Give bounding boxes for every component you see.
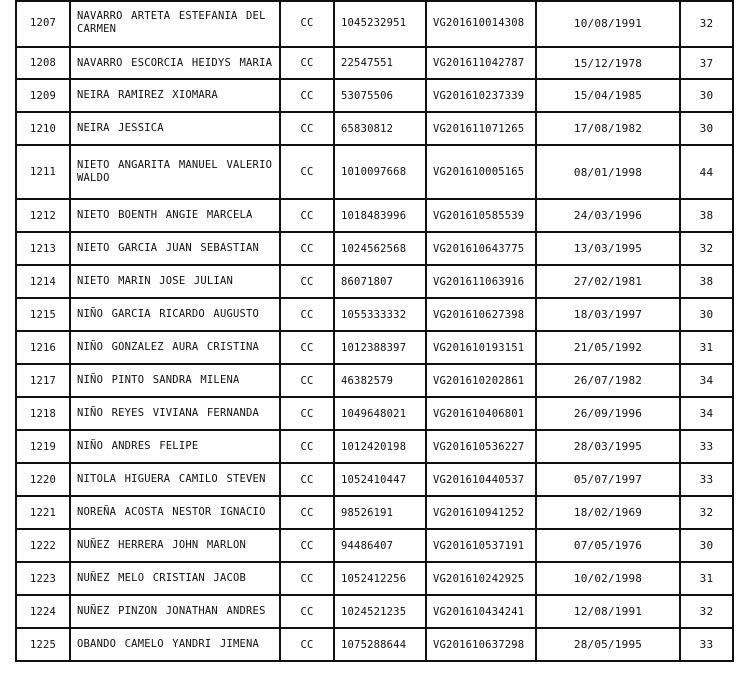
id-number-cell: 1010097668 [334, 145, 426, 199]
id-number-cell: 1012388397 [334, 331, 426, 364]
full-name-cell: NIETO ANGARITA MANUEL VALERIO WALDO [70, 145, 280, 199]
table-row [16, 47, 733, 79]
birth-date-cell: 24/03/1996 [536, 199, 680, 232]
full-name-cell: OBANDO CAMELO YANDRI JIMENA [70, 628, 280, 661]
age-value-cell: 31 [680, 331, 733, 364]
table-row [16, 199, 733, 232]
row-number-cell: 1221 [16, 496, 70, 529]
full-name-cell: NUÑEZ MELO CRISTIAN JACOB [70, 562, 280, 595]
full-name-cell: NITOLA HIGUERA CAMILO STEVEN [70, 463, 280, 496]
registry-table [15, 0, 734, 662]
full-name-cell: NIÑO PINTO SANDRA MILENA [70, 364, 280, 397]
registration-code-cell: VG201610005165 [426, 145, 536, 199]
row-number-cell: 1207 [16, 0, 70, 47]
row-number-cell: 1215 [16, 298, 70, 331]
id-number-cell: 1055333332 [334, 298, 426, 331]
row-number-cell: 1210 [16, 112, 70, 145]
registration-code-cell: VG201610537191 [426, 529, 536, 562]
id-number-cell: 1075288644 [334, 628, 426, 661]
document-type-cell: CC [280, 595, 334, 628]
table-row [16, 595, 733, 628]
row-number-cell: 1219 [16, 430, 70, 463]
birth-date-cell: 26/09/1996 [536, 397, 680, 430]
row-number-cell: 1220 [16, 463, 70, 496]
id-number-cell: 1012420198 [334, 430, 426, 463]
age-value-cell: 32 [680, 595, 733, 628]
birth-date-cell: 10/08/1991 [536, 0, 680, 47]
full-name-cell: NEIRA RAMIREZ XIOMARA [70, 79, 280, 112]
table-row [16, 298, 733, 331]
age-value-cell: 38 [680, 265, 733, 298]
document-type-cell: CC [280, 397, 334, 430]
registration-code-cell: VG201610440537 [426, 463, 536, 496]
registration-code-cell: VG201610014308 [426, 0, 536, 47]
document-type-cell: CC [280, 112, 334, 145]
row-number-cell: 1213 [16, 232, 70, 265]
registration-code-cell: VG201610627398 [426, 298, 536, 331]
document-type-cell: CC [280, 331, 334, 364]
row-number-cell: 1212 [16, 199, 70, 232]
birth-date-cell: 13/03/1995 [536, 232, 680, 265]
birth-date-cell: 08/01/1998 [536, 145, 680, 199]
registration-code-cell: VG201610536227 [426, 430, 536, 463]
registration-code-cell: VG201610941252 [426, 496, 536, 529]
document-type-cell: CC [280, 232, 334, 265]
table-row [16, 430, 733, 463]
row-number-cell: 1224 [16, 595, 70, 628]
document-type-cell: CC [280, 79, 334, 112]
birth-date-cell: 07/05/1976 [536, 529, 680, 562]
birth-date-cell: 12/08/1991 [536, 595, 680, 628]
table-row [16, 232, 733, 265]
full-name-cell: NIETO GARCIA JUAN SEBASTIAN [70, 232, 280, 265]
document-type-cell: CC [280, 47, 334, 79]
birth-date-cell: 21/05/1992 [536, 331, 680, 364]
age-value-cell: 32 [680, 496, 733, 529]
registration-code-cell: VG201610202861 [426, 364, 536, 397]
age-value-cell: 32 [680, 232, 733, 265]
age-value-cell: 34 [680, 364, 733, 397]
age-value-cell: 33 [680, 430, 733, 463]
age-value-cell: 34 [680, 397, 733, 430]
full-name-cell: NUÑEZ PINZON JONATHAN ANDRES [70, 595, 280, 628]
id-number-cell: 86071807 [334, 265, 426, 298]
age-value-cell: 33 [680, 628, 733, 661]
full-name-cell: NIETO BOENTH ANGIE MARCELA [70, 199, 280, 232]
birth-date-cell: 18/02/1969 [536, 496, 680, 529]
registration-code-cell: VG201610406801 [426, 397, 536, 430]
full-name-cell: NAVARRO ESCORCIA HEIDYS MARIA [70, 47, 280, 79]
id-number-cell: 1018483996 [334, 199, 426, 232]
registration-code-cell: VG201611063916 [426, 265, 536, 298]
table-row [16, 529, 733, 562]
age-value-cell: 32 [680, 0, 733, 47]
id-number-cell: 1024521235 [334, 595, 426, 628]
age-value-cell: 33 [680, 463, 733, 496]
registration-code-cell: VG201610237339 [426, 79, 536, 112]
row-number-cell: 1214 [16, 265, 70, 298]
full-name-cell: NIÑO GARCIA RICARDO AUGUSTO [70, 298, 280, 331]
birth-date-cell: 15/04/1985 [536, 79, 680, 112]
full-name-cell: NOREÑA ACOSTA NESTOR IGNACIO [70, 496, 280, 529]
id-number-cell: 1052410447 [334, 463, 426, 496]
age-value-cell: 37 [680, 47, 733, 79]
full-name-cell: NUÑEZ HERRERA JOHN MARLON [70, 529, 280, 562]
id-number-cell: 1024562568 [334, 232, 426, 265]
row-number-cell: 1222 [16, 529, 70, 562]
table-row [16, 364, 733, 397]
document-type-cell: CC [280, 0, 334, 47]
full-name-cell: NIÑO REYES VIVIANA FERNANDA [70, 397, 280, 430]
document-type-cell: CC [280, 463, 334, 496]
table-row [16, 145, 733, 199]
row-number-cell: 1211 [16, 145, 70, 199]
id-number-cell: 46382579 [334, 364, 426, 397]
table-row [16, 628, 733, 661]
table-row [16, 496, 733, 529]
registration-code-cell: VG201611042787 [426, 47, 536, 79]
id-number-cell: 1049648021 [334, 397, 426, 430]
age-value-cell: 30 [680, 112, 733, 145]
id-number-cell: 65830812 [334, 112, 426, 145]
age-value-cell: 38 [680, 199, 733, 232]
row-number-cell: 1208 [16, 47, 70, 79]
document-type-cell: CC [280, 496, 334, 529]
id-number-cell: 22547551 [334, 47, 426, 79]
birth-date-cell: 28/03/1995 [536, 430, 680, 463]
full-name-cell: NEIRA JESSICA [70, 112, 280, 145]
registration-code-cell: VG201611071265 [426, 112, 536, 145]
document-type-cell: CC [280, 430, 334, 463]
table-row [16, 463, 733, 496]
birth-date-cell: 26/07/1982 [536, 364, 680, 397]
id-number-cell: 98526191 [334, 496, 426, 529]
document-type-cell: CC [280, 298, 334, 331]
birth-date-cell: 28/05/1995 [536, 628, 680, 661]
id-number-cell: 1045232951 [334, 0, 426, 47]
table-row [16, 331, 733, 364]
row-number-cell: 1225 [16, 628, 70, 661]
id-number-cell: 1052412256 [334, 562, 426, 595]
document-type-cell: CC [280, 265, 334, 298]
registration-code-cell: VG201610242925 [426, 562, 536, 595]
table-row [16, 397, 733, 430]
row-number-cell: 1223 [16, 562, 70, 595]
document-type-cell: CC [280, 562, 334, 595]
row-number-cell: 1216 [16, 331, 70, 364]
document-type-cell: CC [280, 199, 334, 232]
full-name-cell: NIETO MARIN JOSE JULIAN [70, 265, 280, 298]
id-number-cell: 53075506 [334, 79, 426, 112]
table-row [16, 112, 733, 145]
row-number-cell: 1218 [16, 397, 70, 430]
birth-date-cell: 17/08/1982 [536, 112, 680, 145]
table-row [16, 562, 733, 595]
age-value-cell: 30 [680, 79, 733, 112]
registry-table-body [16, 0, 733, 661]
age-value-cell: 30 [680, 298, 733, 331]
birth-date-cell: 10/02/1998 [536, 562, 680, 595]
age-value-cell: 30 [680, 529, 733, 562]
document-type-cell: CC [280, 529, 334, 562]
table-row [16, 0, 733, 47]
document-type-cell: CC [280, 628, 334, 661]
age-value-cell: 44 [680, 145, 733, 199]
registration-code-cell: VG201610193151 [426, 331, 536, 364]
row-number-cell: 1209 [16, 79, 70, 112]
birth-date-cell: 18/03/1997 [536, 298, 680, 331]
row-number-cell: 1217 [16, 364, 70, 397]
id-number-cell: 94486407 [334, 529, 426, 562]
birth-date-cell: 15/12/1978 [536, 47, 680, 79]
birth-date-cell: 27/02/1981 [536, 265, 680, 298]
document-type-cell: CC [280, 364, 334, 397]
full-name-cell: NIÑO GONZALEZ AURA CRISTINA [70, 331, 280, 364]
table-row [16, 79, 733, 112]
document-type-cell: CC [280, 145, 334, 199]
registration-code-cell: VG201610434241 [426, 595, 536, 628]
birth-date-cell: 05/07/1997 [536, 463, 680, 496]
registration-code-cell: VG201610585539 [426, 199, 536, 232]
full-name-cell: NIÑO ANDRES FELIPE [70, 430, 280, 463]
registration-code-cell: VG201610643775 [426, 232, 536, 265]
table-row [16, 265, 733, 298]
age-value-cell: 31 [680, 562, 733, 595]
full-name-cell: NAVARRO ARTETA ESTEFANIA DEL CARMEN [70, 0, 280, 47]
registration-code-cell: VG201610637298 [426, 628, 536, 661]
